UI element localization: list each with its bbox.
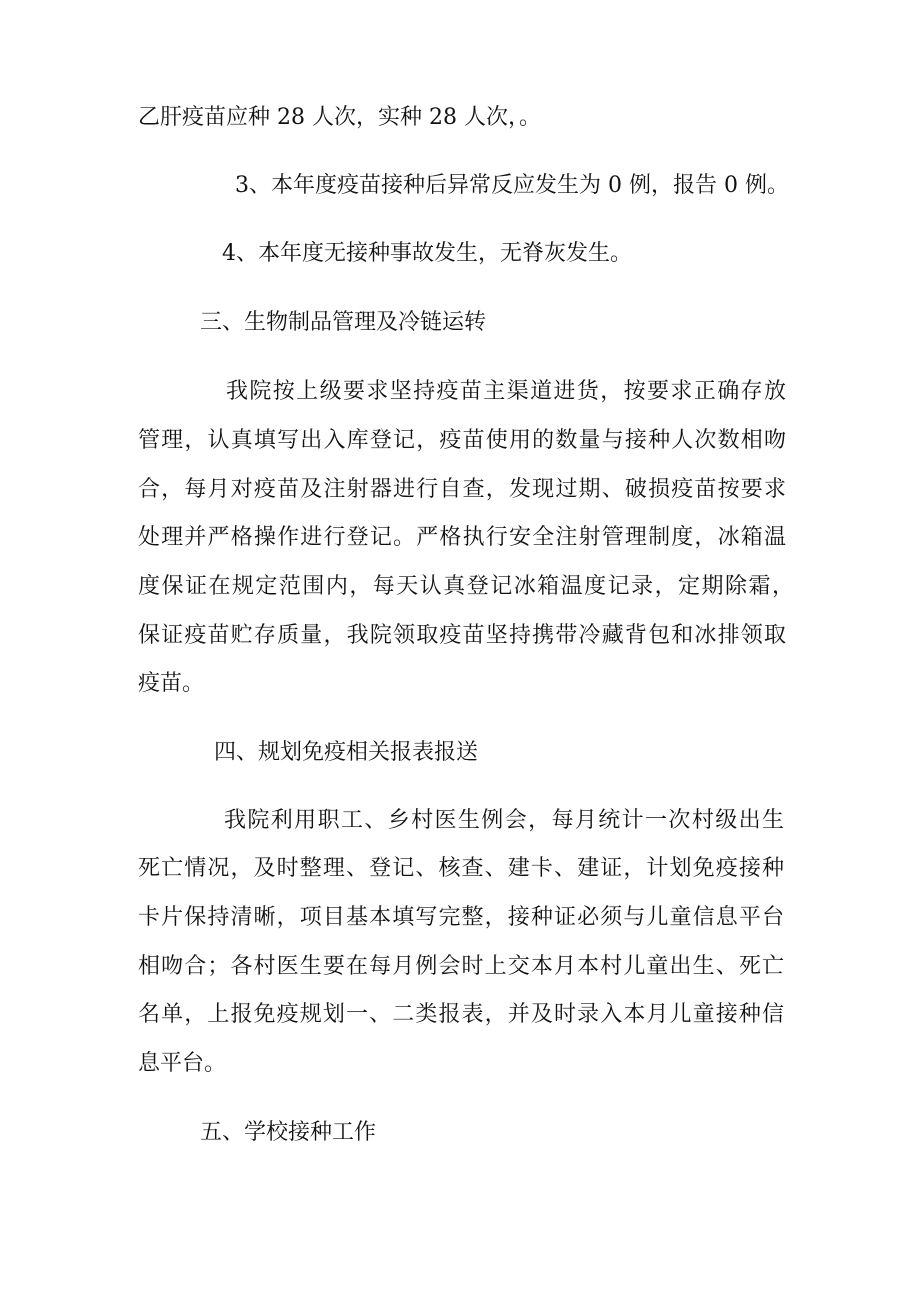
list-item: 4、本年度无接种事故发生，无脊灰发生。 (222, 241, 632, 266)
paragraph-line: 卡片保持清晰，项目基本填写完整，接种证必须与儿童信息平台 (138, 905, 784, 930)
section-heading: 三、生物制品管理及冷链运转 (200, 310, 487, 335)
paragraph-line: 我院利用职工、乡村医生例会，每月统计一次村级出生 (224, 808, 784, 833)
paragraph-line: 度保证在规定范围内，每天认真登记冰箱温度记录，定期除霜， (138, 574, 794, 599)
paragraph-line: 相吻合；各村医生要在每月例会时上交本月本村儿童出生、死亡 (138, 954, 784, 979)
section-heading: 四、规划免疫相关报表报送 (214, 740, 479, 765)
text-line: 乙肝疫苗应种 28 人次，实种 28 人次，。 (138, 105, 541, 130)
paragraph-line: 保证疫苗贮存质量，我院领取疫苗坚持携带冷藏背包和冰排领取 (138, 623, 786, 648)
paragraph-line: 息平台。 (138, 1051, 227, 1076)
paragraph-line: 名单，上报免疫规划一、二类报表，并及时录入本月儿童接种信 (138, 1002, 784, 1027)
section-heading: 五、学校接种工作 (200, 1120, 377, 1145)
paragraph-line: 疫苗。 (138, 671, 205, 696)
paragraph-line: 我院按上级要求坚持疫苗主渠道进货，按要求正确存放 (226, 379, 786, 404)
paragraph-line: 管理，认真填写出入库登记，疫苗使用的数量与接种人次数相吻 (138, 428, 786, 453)
paragraph-line: 合，每月对疫苗及注射器进行自查，发现过期、破损疫苗按要求 (138, 477, 786, 502)
list-item: 3、本年度疫苗接种后异常反应发生为 0 例，报告 0 例。 (235, 173, 789, 198)
paragraph-line: 处理并严格操作进行登记。严格执行安全注射管理制度，冰箱温 (138, 525, 786, 550)
paragraph-line: 死亡情况，及时整理、登记、核查、建卡、建证，计划免疫接种 (138, 856, 784, 881)
